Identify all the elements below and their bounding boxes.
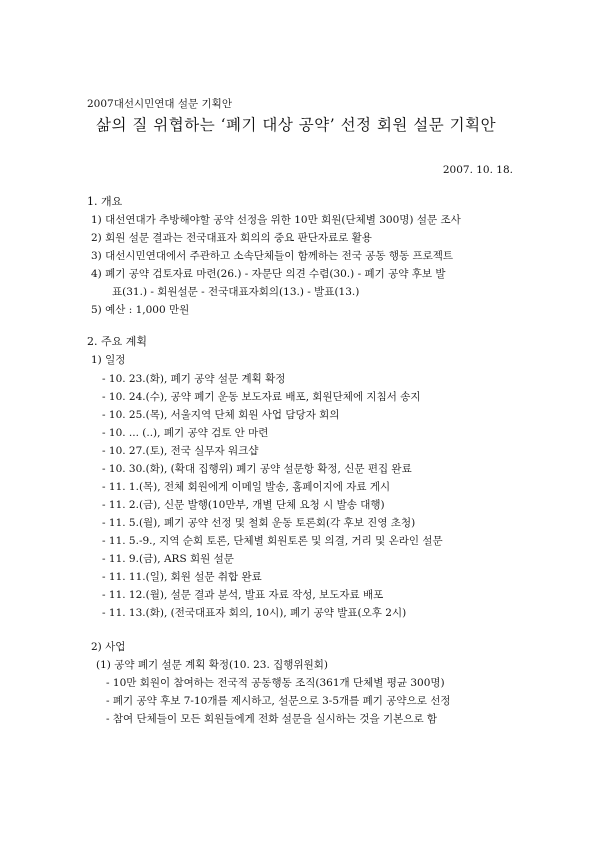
- document-header: 2007대선시민연대 설문 기획안: [87, 98, 232, 110]
- section-2-heading: 2. 주요 계획: [87, 335, 147, 348]
- schedule-item: - 10. 30.(화), (확대 집행위) 폐기 공약 설문항 확정, 신문 편집 완료: [102, 463, 412, 475]
- schedule-heading: 1) 일정: [91, 354, 126, 366]
- section-1-item-4-cont: 표(31.) - 회원설문 - 전국대표자회의(13.) - 발표(13.): [112, 286, 360, 298]
- schedule-item: - 11. 11.(일), 회원 설문 취합 완료: [102, 571, 262, 583]
- schedule-item: - 10. 23.(화), 폐기 공약 설문 계획 확정: [102, 373, 286, 385]
- section-1-item-5: 5) 예산 : 1,000 만원: [91, 304, 190, 316]
- section-1-item-3: 3) 대선시민연대에서 주관하고 소속단체들이 함께하는 전국 공동 행동 프로젝트: [91, 250, 454, 262]
- schedule-item: - 11. 12.(월), 설문 결과 분석, 발표 자료 작성, 보도자료 배포: [102, 589, 384, 601]
- project-bullet: - 참여 단체들이 모든 회원들에게 전화 설문을 실시하는 것을 기본으로 함: [106, 713, 438, 725]
- document-title: 삶의 질 위협하는 ‘폐기 대상 공약’ 선정 회원 설문 기획안: [96, 116, 497, 134]
- schedule-item: - 10. ... (..), 폐기 공약 검토 안 마련: [102, 427, 269, 439]
- schedule-item: - 10. 24.(수), 공약 폐기 운동 보도자료 배포, 회원단체에 지침서 송지: [102, 391, 421, 403]
- schedule-item: - 11. 2.(금), 신문 발행(10만부, 개별 단체 요청 시 발송 대행): [102, 499, 385, 511]
- schedule-item: - 11. 5.(월), 폐기 공약 선정 및 철회 운동 토론회(각 후보 진영 초청): [102, 517, 416, 529]
- section-1-item-1: 1) 대선연대가 추방해야할 공약 선정을 위한 10만 회원(단체별 300명) 설문 조사: [91, 214, 461, 226]
- schedule-item: - 11. 5.-9., 지역 순회 토론, 단체별 회원토론 및 의결, 거리 및 온라인 설문: [102, 535, 443, 547]
- project-bullet: - 10만 회원이 참여하는 전국적 공동행동 조직(361개 단체별 평균 300명): [106, 677, 445, 689]
- section-1-item-2: 2) 회원 설문 결과는 전국대표자 회의의 중요 판단자료로 활용: [91, 232, 372, 244]
- schedule-item: - 10. 25.(목), 서울지역 단체 회원 사업 담당자 회의: [102, 409, 340, 421]
- section-1-heading: 1. 개요: [87, 195, 123, 208]
- schedule-item: - 11. 13.(화), (전국대표자 회의, 10시), 폐기 공약 발표(오후 2시): [102, 607, 407, 619]
- project-item-1: (1) 공약 폐기 설문 계획 확정(10. 23. 집행위원회): [96, 659, 328, 671]
- schedule-item: - 10. 27.(토), 전국 실무자 워크샵: [102, 445, 259, 457]
- project-heading: 2) 사업: [91, 641, 126, 653]
- section-1-item-4: 4) 폐기 공약 검토자료 마련(26.) - 자문단 의견 수렴(30.) - 폐기 공약 후보 발: [91, 268, 446, 280]
- schedule-item: - 11. 1.(목), 전체 회원에게 이메일 발송, 홈페이지에 자료 게시: [102, 481, 391, 493]
- schedule-item: - 11. 9.(금), ARS 회원 설문: [102, 553, 234, 565]
- document-date: 2007. 10. 18.: [442, 164, 513, 176]
- project-bullet: - 폐기 공약 후보 7-10개를 제시하고, 설문으로 3-5개를 폐기 공약으로 선정: [106, 695, 451, 707]
